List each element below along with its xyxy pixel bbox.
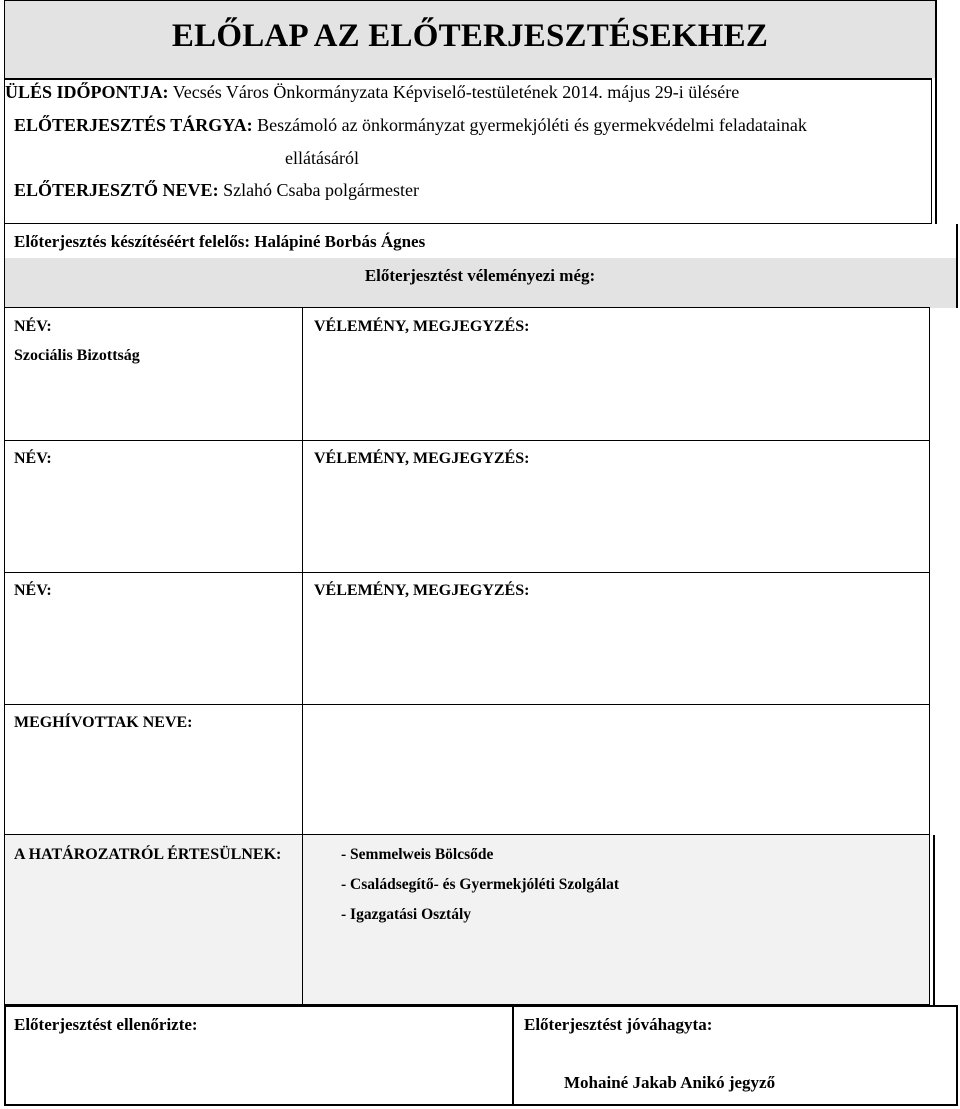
notified-label: A HATÁROZATRÓL ÉRTESÜLNEK: — [14, 846, 282, 863]
reviewer-1-name-value: Szociális Bizottság — [14, 347, 140, 364]
reviewer-row-divider-2 — [4, 572, 930, 573]
responsible-label: Előterjesztés készítéséért felelős: — [14, 232, 250, 251]
reviewer-3-name-label: NÉV: — [14, 582, 52, 599]
reviewer-row-divider-1 — [4, 440, 930, 441]
invited-label: MEGHÍVOTTAK NEVE: — [14, 714, 193, 731]
reviewer-2-name-label: NÉV: — [14, 450, 52, 467]
subject-row — [14, 115, 807, 136]
presenter-row — [14, 180, 419, 201]
notified-item-2: - Családsegítő- és Gyermekjóléti Szolgálat — [341, 876, 620, 893]
responsible-text — [14, 232, 425, 252]
page-title: ELŐLAP AZ ELŐTERJESZTÉSEKHEZ — [171, 18, 769, 54]
reviewer-row-divider-3 — [4, 704, 930, 705]
approved-value: Mohainé Jakab Anikó jegyző — [564, 1073, 776, 1092]
responsible-right-border — [956, 224, 958, 308]
presenter-value: Szlahó Csaba polgármester — [223, 180, 420, 200]
meeting-row — [5, 82, 739, 103]
meeting-value: Vecsés Város Önkormányzata Képviselő-testületének 2014. május 29-i ülésére — [172, 82, 740, 102]
presenter-label: ELŐTERJESZTŐ NEVE: — [14, 180, 219, 200]
notified-item-1: - Semmelweis Bölcsőde — [341, 846, 494, 863]
reviewer-3-opinion-label: VÉLEMÉNY, MEGJEGYZÉS: — [314, 582, 530, 599]
reviewer-1-name-label: NÉV: — [14, 318, 52, 335]
notified-item-3: - Igazgatási Osztály — [341, 906, 472, 923]
notified-col-divider — [302, 835, 303, 1005]
reviewer-2-opinion-label: VÉLEMÉNY, MEGJEGYZÉS: — [314, 450, 530, 467]
approved-label: Előterjesztést jóváhagyta: — [524, 1015, 713, 1034]
right-border-lower — [933, 835, 935, 1005]
reviewer-table — [4, 307, 930, 835]
meeting-label: ÜLÉS IDŐPONTJA: — [5, 82, 169, 102]
reviewer-1-opinion-label: VÉLEMÉNY, MEGJEGYZÉS: — [314, 318, 530, 335]
responsible-value: Halápiné Borbás Ágnes — [254, 232, 426, 251]
reviewers-heading: Előterjesztést véleményezi még: — [364, 266, 596, 285]
subject-value-line1: Beszámoló az önkormányzat gyermekjóléti és gyermekvédelmi feladatainak — [257, 115, 807, 135]
checked-label: Előterjesztést ellenőrizte: — [14, 1015, 198, 1034]
subject-value-line2: ellátásáról — [285, 148, 359, 168]
right-border-outer — [935, 0, 937, 224]
subject-label: ELŐTERJESZTÉS TÁRGYA: — [14, 115, 253, 135]
